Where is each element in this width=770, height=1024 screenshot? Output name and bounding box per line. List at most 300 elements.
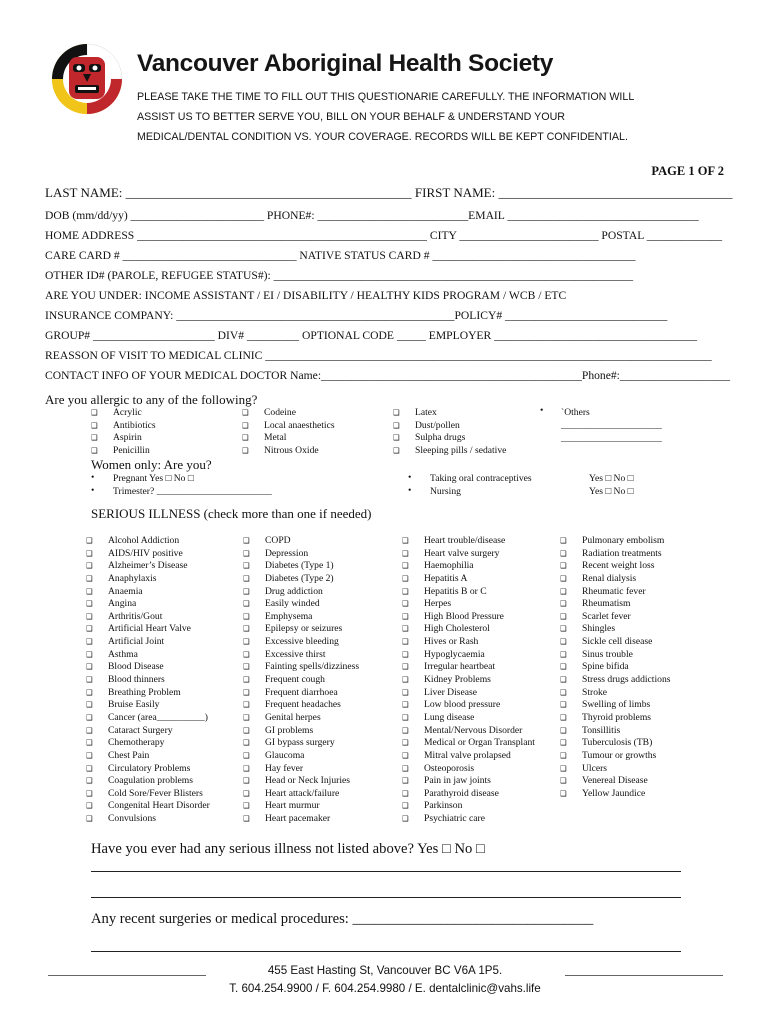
illness-label: GI problems — [265, 724, 314, 736]
illness-item[interactable] — [243, 687, 359, 700]
allergy-list-2 — [242, 407, 335, 458]
illness-label: Chemotherapy — [108, 737, 165, 749]
checkbox-icon[interactable]: ❑ — [243, 611, 250, 621]
illness-label: Anaemia — [108, 585, 143, 597]
illness-item[interactable] — [243, 750, 359, 763]
checkbox-icon[interactable]: ❑ — [560, 637, 567, 647]
illness-item[interactable] — [560, 598, 670, 611]
checkbox-icon[interactable]: ❑ — [86, 561, 93, 571]
illness-item[interactable] — [560, 674, 670, 687]
checkbox-icon[interactable]: ❑ — [402, 662, 409, 672]
checkbox-icon[interactable]: ❑ — [243, 750, 250, 760]
dob-phone-email-field[interactable]: DOB (mm/dd/yy) _______________________ PHONE#: __________________________EMAIL _________________________________ — [45, 209, 699, 222]
illness-label: Tuberculosis (TB) — [582, 737, 653, 749]
checkbox-icon[interactable]: ❑ — [560, 548, 567, 558]
illness-item[interactable] — [86, 788, 210, 801]
illness-label: Heart murmur — [265, 800, 320, 812]
illness-label: Artificial Heart Valve — [108, 623, 191, 635]
checkbox-icon[interactable]: ❑ — [560, 687, 567, 697]
illness-item[interactable] — [243, 573, 359, 586]
allergy-item[interactable] — [393, 432, 506, 445]
illness-label: Stroke — [582, 686, 608, 698]
visit-reason-field[interactable]: REASSON OF VISIT TO MEDICAL CLINIC _____________________________________________________________________________ — [45, 349, 712, 362]
illness-item[interactable] — [560, 649, 670, 662]
checkbox-icon[interactable]: ❑ — [560, 624, 567, 634]
illness-item[interactable] — [86, 535, 210, 548]
checkbox-icon[interactable]: ❑ — [91, 408, 98, 417]
checkbox-icon[interactable]: ❑ — [86, 801, 93, 811]
checkbox-icon[interactable]: ❑ — [243, 536, 250, 545]
answer-line[interactable] — [91, 951, 681, 952]
illness-label: Medical or Organ Transplant — [424, 737, 535, 749]
checkbox-icon[interactable]: ❑ — [243, 700, 250, 710]
allergy-label: Antibiotics — [113, 419, 156, 431]
checkbox-icon[interactable]: ❑ — [560, 750, 567, 760]
illness-label: Hay fever — [265, 762, 304, 774]
illness-item[interactable] — [243, 598, 359, 611]
checkbox-icon[interactable]: ❑ — [86, 814, 93, 824]
illness-item[interactable] — [560, 750, 670, 763]
illness-label: Cold Sore/Fever Blisters — [108, 787, 203, 799]
illness-item[interactable] — [402, 737, 535, 750]
checkbox-icon[interactable]: ❑ — [86, 548, 93, 558]
illness-label: Epilepsy or seizures — [265, 623, 343, 635]
illness-label: Head or Neck Injuries — [265, 775, 350, 787]
allergy-item[interactable] — [393, 420, 506, 433]
illness-list-2 — [243, 535, 359, 826]
women-heading: Women only: Are you? — [91, 457, 212, 472]
checkbox-icon[interactable]: ❑ — [402, 611, 409, 621]
illness-item[interactable] — [560, 788, 670, 801]
checkbox-icon[interactable]: ❑ — [86, 763, 93, 773]
illness-item[interactable] — [402, 661, 535, 674]
illness-label: Sinus trouble — [582, 648, 633, 660]
checkbox-icon[interactable]: ❑ — [402, 712, 409, 722]
checkbox-icon[interactable]: ❑ — [86, 662, 93, 672]
checkbox-icon[interactable]: ❑ — [402, 573, 409, 583]
illness-item[interactable] — [86, 813, 210, 826]
checkbox-icon[interactable]: ❑ — [242, 420, 249, 430]
illness-item[interactable] — [86, 560, 210, 573]
illness-item[interactable] — [560, 699, 670, 712]
illness-label: Bruise Easily — [108, 699, 160, 711]
illness-item[interactable] — [86, 699, 210, 712]
illness-item[interactable] — [243, 535, 359, 548]
checkbox-icon[interactable]: ❑ — [393, 445, 400, 455]
checkbox-icon[interactable]: ❑ — [402, 649, 409, 659]
illness-label: Sickle cell disease — [582, 636, 653, 648]
illness-item[interactable] — [243, 586, 359, 599]
illness-label: Easily winded — [265, 598, 320, 610]
insurance-field[interactable]: INSURANCE COMPANY: ________________________________________________POLICY# ____________________________ — [45, 309, 668, 322]
checkbox-icon[interactable]: ❑ — [91, 420, 98, 430]
answer-line[interactable] — [91, 871, 681, 872]
checkbox-icon[interactable]: ❑ — [243, 801, 250, 811]
checkbox-icon[interactable]: ❑ — [402, 586, 409, 596]
allergy-item[interactable] — [91, 407, 156, 420]
illness-item[interactable] — [243, 788, 359, 801]
illness-label: GI bypass surgery — [265, 737, 335, 749]
illness-item[interactable] — [402, 712, 535, 725]
group-field[interactable]: GROUP# _____________________ DIV# _________ OPTIONAL CODE _____ EMPLOYER ___________________________________ — [45, 329, 698, 342]
checkbox-icon[interactable]: ❑ — [242, 408, 249, 417]
checkbox-icon[interactable]: ❑ — [402, 561, 409, 571]
illness-label: Heart attack/failure — [265, 787, 340, 799]
checkbox-icon[interactable]: ❑ — [560, 788, 567, 798]
illness-label: Kidney Problems — [424, 674, 491, 686]
illness-label: Hepatitis B or C — [424, 585, 487, 597]
illness-item[interactable] — [560, 586, 670, 599]
other-id-field[interactable]: OTHER ID# (PAROLE, REFUGEE STATUS#): ______________________________________________________________ — [45, 269, 633, 282]
checkbox-icon[interactable]: ❑ — [560, 763, 567, 773]
allergy-label: Dust/pollen — [415, 419, 460, 431]
illness-label: Rheumatism — [582, 598, 631, 610]
illness-label: Heart valve surgery — [424, 547, 500, 559]
checkbox-icon[interactable]: ❑ — [560, 586, 567, 596]
illness-label: Haemophilia — [424, 560, 474, 572]
illness-item[interactable] — [402, 800, 535, 813]
checkbox-icon[interactable]: ❑ — [243, 649, 250, 659]
checkbox-icon[interactable]: ❑ — [86, 624, 93, 634]
illness-item[interactable] — [402, 699, 535, 712]
allergy-item[interactable] — [242, 432, 335, 445]
checkbox-icon[interactable]: ❑ — [402, 814, 409, 824]
allergy-label: Acrylic — [113, 407, 142, 418]
illness-label: Alcohol Addiction — [108, 535, 180, 546]
illness-item[interactable] — [86, 750, 210, 763]
illness-label: Genital herpes — [265, 711, 321, 723]
illness-label: Frequent headaches — [265, 699, 341, 711]
illness-item[interactable] — [243, 611, 359, 624]
illness-item[interactable] — [86, 763, 210, 776]
illness-item[interactable] — [243, 674, 359, 687]
checkbox-icon[interactable]: ❑ — [86, 586, 93, 596]
illness-label: Hepatitis A — [424, 572, 468, 584]
illness-item[interactable] — [243, 813, 359, 826]
illness-item[interactable] — [243, 775, 359, 788]
bullet: • — [408, 472, 412, 483]
illness-label: Coagulation problems — [108, 775, 193, 787]
checkbox-icon[interactable]: ❑ — [243, 637, 250, 647]
page-number: PAGE 1 OF 2 — [651, 164, 724, 178]
checkbox-icon[interactable]: ❑ — [86, 738, 93, 748]
checkbox-icon[interactable]: ❑ — [243, 788, 250, 798]
illness-label: Convulsions — [108, 813, 156, 825]
allergy-item[interactable] — [242, 407, 335, 420]
illness-item[interactable] — [402, 535, 535, 548]
checkbox-icon[interactable]: ❑ — [91, 433, 98, 443]
illness-label: Scarlet fever — [582, 610, 631, 622]
allergy-item[interactable] — [91, 445, 156, 458]
illness-item[interactable] — [402, 623, 535, 636]
checkbox-icon[interactable]: ❑ — [243, 675, 250, 685]
checkbox-icon[interactable]: ❑ — [560, 649, 567, 659]
allergy-item[interactable] — [242, 445, 335, 458]
allergy-label: Aspirin — [113, 432, 142, 444]
illness-item[interactable] — [402, 750, 535, 763]
illness-item[interactable] — [243, 560, 359, 573]
checkbox-icon[interactable]: ❑ — [560, 536, 567, 545]
illness-item[interactable] — [402, 560, 535, 573]
checkbox-icon[interactable]: ❑ — [402, 624, 409, 634]
checkbox-icon[interactable]: ❑ — [86, 536, 93, 545]
answer-line[interactable] — [91, 897, 681, 898]
illness-item[interactable] — [402, 763, 535, 776]
illness-item[interactable] — [560, 548, 670, 561]
checkbox-icon[interactable]: ❑ — [393, 408, 400, 417]
illness-item[interactable] — [243, 712, 359, 725]
illness-label: High Blood Pressure — [424, 610, 504, 622]
illness-label: Renal dialysis — [582, 572, 637, 584]
contraceptives-yes-no[interactable]: Yes □ No □ — [589, 473, 634, 484]
illness-item[interactable] — [86, 800, 210, 813]
illness-item[interactable] — [560, 763, 670, 776]
checkbox-icon[interactable]: ❑ — [243, 687, 250, 697]
illness-item[interactable] — [243, 548, 359, 561]
illness-label: Diabetes (Type 2) — [265, 572, 334, 584]
allergy-item[interactable] — [393, 407, 506, 420]
checkbox-icon[interactable]: ❑ — [560, 611, 567, 621]
illness-item[interactable] — [402, 636, 535, 649]
checkbox-icon[interactable]: ❑ — [402, 725, 409, 735]
checkbox-icon[interactable]: ❑ — [243, 573, 250, 583]
illness-item[interactable] — [86, 674, 210, 687]
surgeries-question[interactable]: Any recent surgeries or medical procedures: _________________________________ — [91, 911, 594, 927]
illness-item[interactable] — [243, 800, 359, 813]
illness-label: COPD — [265, 535, 291, 546]
illness-label: Rheumatic fever — [582, 585, 646, 597]
footer-contact: T. 604.254.9900 / F. 604.254.9980 / E. dentalclinic@vahs.life — [229, 982, 541, 995]
illness-label: Hypoglycaemia — [424, 648, 485, 660]
illness-item[interactable] — [560, 712, 670, 725]
allergy-others-line[interactable]: _____________________ — [561, 433, 662, 444]
illness-item[interactable] — [86, 548, 210, 561]
checkbox-icon[interactable]: ❑ — [243, 586, 250, 596]
checkbox-icon[interactable]: ❑ — [560, 675, 567, 685]
illness-item[interactable] — [243, 725, 359, 738]
checkbox-icon[interactable]: ❑ — [86, 700, 93, 710]
illness-item[interactable] — [402, 611, 535, 624]
checkbox-icon[interactable]: ❑ — [242, 433, 249, 443]
allergy-item[interactable] — [91, 432, 156, 445]
illness-item[interactable] — [243, 623, 359, 636]
checkbox-icon[interactable]: ❑ — [393, 433, 400, 443]
illness-item[interactable] — [243, 699, 359, 712]
checkbox-icon[interactable]: ❑ — [402, 750, 409, 760]
checkbox-icon[interactable]: ❑ — [560, 662, 567, 672]
allergy-item[interactable] — [242, 420, 335, 433]
allergy-list-3 — [393, 407, 506, 458]
checkbox-icon[interactable]: ❑ — [86, 599, 93, 609]
checkbox-icon[interactable]: ❑ — [86, 776, 93, 786]
illness-item[interactable] — [86, 725, 210, 738]
illness-item[interactable] — [243, 636, 359, 649]
illness-item[interactable] — [243, 649, 359, 662]
illness-list-4 — [560, 535, 670, 800]
checkbox-icon[interactable]: ❑ — [402, 675, 409, 685]
illness-item[interactable] — [86, 712, 210, 725]
illness-label: Breathing Problem — [108, 686, 181, 698]
checkbox-icon[interactable]: ❑ — [560, 776, 567, 786]
other-illness-question[interactable]: Have you ever had any serious illness not listed above? Yes □ No □ — [91, 841, 485, 857]
illness-item[interactable] — [402, 813, 535, 826]
checkbox-icon[interactable]: ❑ — [402, 738, 409, 748]
checkbox-icon[interactable]: ❑ — [86, 725, 93, 735]
programs-field: ARE YOU UNDER: INCOME ASSISTANT / EI / DISABILITY / HEALTHY KIDS PROGRAM / WCB / ETC — [45, 289, 567, 302]
illness-item[interactable] — [86, 737, 210, 750]
illness-item[interactable] — [402, 788, 535, 801]
illness-item[interactable] — [402, 586, 535, 599]
illness-item[interactable] — [402, 573, 535, 586]
illness-item[interactable] — [86, 623, 210, 636]
illness-item[interactable] — [86, 649, 210, 662]
checkbox-icon[interactable]: ❑ — [402, 700, 409, 710]
checkbox-icon[interactable]: ❑ — [243, 662, 250, 672]
illness-item[interactable] — [402, 775, 535, 788]
illness-label: Pain in jaw joints — [424, 775, 491, 787]
checkbox-icon[interactable]: ❑ — [243, 776, 250, 786]
trimester-field[interactable]: Trimester? ________________________ — [113, 486, 272, 497]
checkbox-icon[interactable]: ❑ — [242, 445, 249, 455]
illness-item[interactable] — [86, 611, 210, 624]
checkbox-icon[interactable]: ❑ — [402, 687, 409, 697]
illness-label: Parathyroid disease — [424, 787, 499, 799]
illness-item[interactable] — [402, 649, 535, 662]
checkbox-icon[interactable]: ❑ — [393, 420, 400, 430]
checkbox-icon[interactable]: ❑ — [86, 637, 93, 647]
nursing-yes-no[interactable]: Yes □ No □ — [589, 486, 634, 497]
pregnant-question[interactable]: Pregnant Yes □ No □ — [113, 473, 194, 484]
nursing-label: Nursing — [430, 486, 461, 497]
checkbox-icon[interactable]: ❑ — [86, 687, 93, 697]
checkbox-icon[interactable]: ❑ — [243, 725, 250, 735]
illness-item[interactable] — [560, 661, 670, 674]
checkbox-icon[interactable]: ❑ — [560, 599, 567, 609]
checkbox-icon[interactable]: ❑ — [243, 599, 250, 609]
illness-item[interactable] — [86, 636, 210, 649]
illness-item[interactable] — [86, 586, 210, 599]
illness-item[interactable] — [402, 548, 535, 561]
illness-label: Congenital Heart Disorder — [108, 800, 210, 812]
illness-item[interactable] — [560, 725, 670, 738]
checkbox-icon[interactable]: ❑ — [86, 750, 93, 760]
illness-item[interactable] — [560, 775, 670, 788]
illness-label: Thyroid problems — [582, 711, 652, 723]
illness-item[interactable] — [560, 737, 670, 750]
checkbox-icon[interactable]: ❑ — [91, 445, 98, 455]
allergy-list-1 — [91, 407, 156, 458]
checkbox-icon[interactable]: ❑ — [560, 712, 567, 722]
illness-heading: SERIOUS ILLNESS (check more than one if needed) — [91, 506, 372, 521]
checkbox-icon[interactable]: ❑ — [86, 649, 93, 659]
illness-item[interactable] — [402, 598, 535, 611]
bullet: • — [408, 485, 412, 496]
illness-item[interactable] — [560, 560, 670, 573]
illness-label: Diabetes (Type 1) — [265, 560, 334, 572]
illness-item[interactable] — [560, 535, 670, 548]
illness-item[interactable] — [243, 737, 359, 750]
illness-item[interactable] — [402, 687, 535, 700]
checkbox-icon[interactable]: ❑ — [402, 801, 409, 811]
footer-address: 455 East Hasting St, Vancouver BC V6A 1P5. — [267, 964, 503, 977]
checkbox-icon[interactable]: ❑ — [86, 788, 93, 798]
illness-item[interactable] — [243, 661, 359, 674]
checkbox-icon[interactable]: ❑ — [402, 788, 409, 798]
checkbox-icon[interactable]: ❑ — [243, 561, 250, 571]
illness-label: Lung disease — [424, 711, 475, 723]
illness-item[interactable] — [402, 674, 535, 687]
checkbox-icon[interactable]: ❑ — [243, 763, 250, 773]
illness-item[interactable] — [86, 598, 210, 611]
name-field[interactable]: LAST NAME: ____________________________________________ FIRST NAME: ____________________________________ — [45, 185, 733, 200]
illness-item[interactable] — [86, 573, 210, 586]
allergy-others-label[interactable]: `Others — [561, 407, 590, 418]
checkbox-icon[interactable]: ❑ — [243, 814, 250, 824]
illness-item[interactable] — [560, 687, 670, 700]
illness-label: Blood Disease — [108, 661, 164, 673]
illness-item[interactable] — [86, 775, 210, 788]
allergy-others-line[interactable]: _____________________ — [561, 420, 662, 431]
illness-item[interactable] — [86, 687, 210, 700]
illness-item[interactable] — [243, 763, 359, 776]
checkbox-icon[interactable]: ❑ — [243, 624, 250, 634]
illness-label: Radiation treatments — [582, 547, 662, 559]
address-field[interactable]: HOME ADDRESS __________________________________________________ CITY ________________________ POSTAL _____________ — [45, 229, 723, 242]
illness-item[interactable] — [402, 725, 535, 738]
checkbox-icon[interactable]: ❑ — [560, 561, 567, 571]
checkbox-icon[interactable]: ❑ — [402, 637, 409, 647]
checkbox-icon[interactable]: ❑ — [402, 776, 409, 786]
illness-label: Shingles — [582, 623, 616, 635]
checkbox-icon[interactable]: ❑ — [560, 573, 567, 583]
checkbox-icon[interactable]: ❑ — [402, 763, 409, 773]
illness-label: Circulatory Problems — [108, 762, 191, 774]
checkbox-icon[interactable]: ❑ — [86, 712, 93, 722]
illness-label: Arthritis/Gout — [108, 610, 163, 622]
allergy-item[interactable] — [91, 420, 156, 433]
illness-item[interactable] — [560, 636, 670, 649]
checkbox-icon[interactable]: ❑ — [402, 548, 409, 558]
checkbox-icon[interactable]: ❑ — [243, 548, 250, 558]
organization-name: Vancouver Aboriginal Health Society — [137, 50, 554, 77]
care-card-field[interactable]: CARE CARD # ______________________________ NATIVE STATUS CARD # ___________________________________ — [45, 249, 636, 262]
checkbox-icon[interactable]: ❑ — [243, 738, 250, 748]
illness-item[interactable] — [560, 611, 670, 624]
checkbox-icon[interactable]: ❑ — [560, 700, 567, 710]
illness-label: Tumour or growths — [582, 749, 657, 761]
checkbox-icon[interactable]: ❑ — [86, 675, 93, 685]
allergy-others-bullet: • — [540, 405, 544, 416]
allergy-label: Metal — [264, 432, 287, 444]
illness-list-3 — [402, 535, 535, 826]
checkbox-icon[interactable]: ❑ — [86, 573, 93, 583]
illness-item[interactable] — [560, 623, 670, 636]
illness-label: Frequent cough — [265, 674, 325, 686]
checkbox-icon[interactable]: ❑ — [243, 712, 250, 722]
checkbox-icon[interactable]: ❑ — [560, 725, 567, 735]
illness-label: Mitral valve prolapsed — [424, 749, 511, 761]
allergy-item[interactable] — [393, 445, 506, 458]
allergy-label: Sulpha drugs — [415, 432, 466, 444]
checkbox-icon[interactable]: ❑ — [86, 611, 93, 621]
illness-label: Pulmonary embolism — [582, 535, 665, 546]
checkbox-icon[interactable]: ❑ — [402, 599, 409, 609]
doctor-contact-field[interactable]: CONTACT INFO OF YOUR MEDICAL DOCTOR Name:_____________________________________________Phone#:___________________ — [45, 369, 731, 382]
checkbox-icon[interactable]: ❑ — [560, 738, 567, 748]
illness-item[interactable] — [86, 661, 210, 674]
illness-item[interactable] — [560, 573, 670, 586]
checkbox-icon[interactable]: ❑ — [402, 536, 409, 545]
